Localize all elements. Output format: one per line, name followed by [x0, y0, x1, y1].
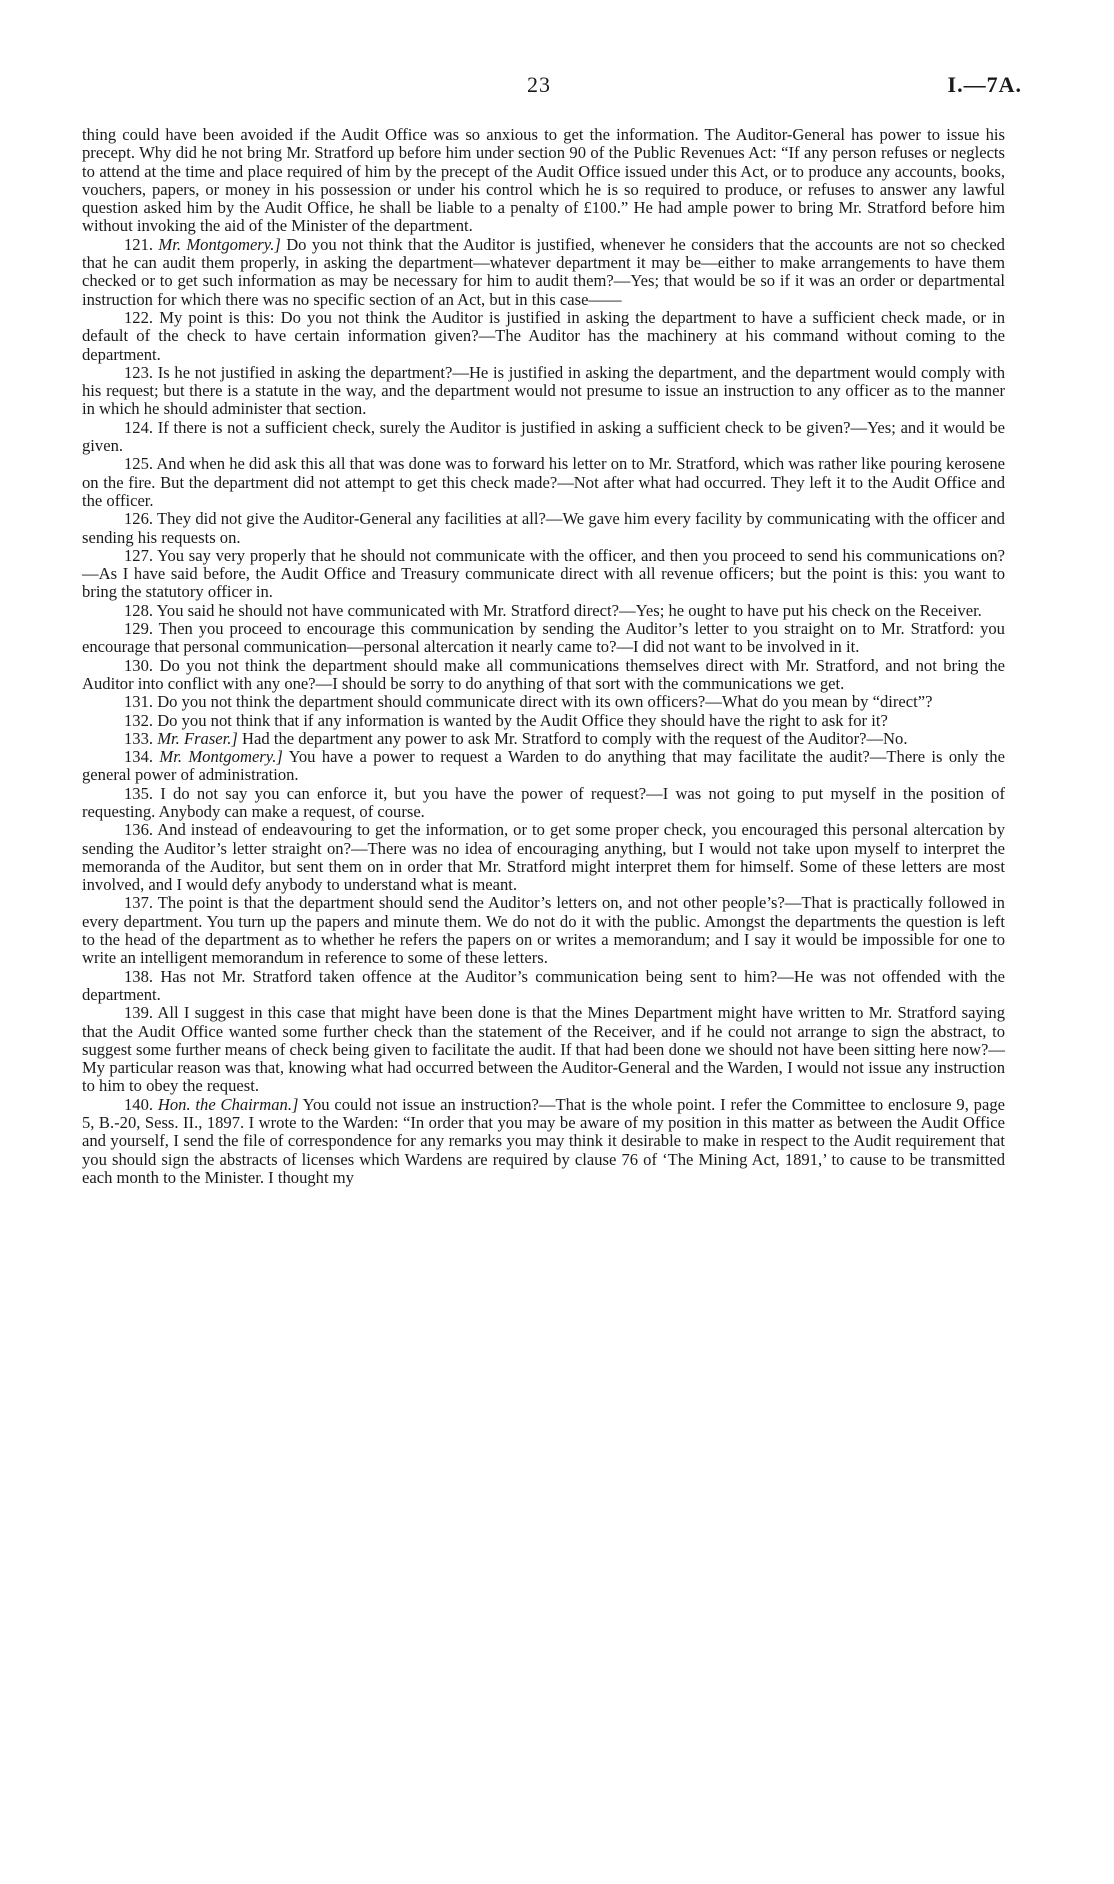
question-number: 132. [124, 710, 154, 730]
question-number: 128. [124, 600, 154, 620]
question-text: I do not say you can enforce it, but you have the power of request?—I was not going to put myself in the position of requesting. Anybody can make a request, of course. [82, 783, 1005, 821]
question-text: And when he did ask this all that was done was to forward his letter on to Mr. Stratford, which was rather like pouring kerosene on the fire. But the department did not attempt to get this check made?—Not after what had occurred. They left it to the Audit Office and the officer. [82, 454, 1005, 510]
question-paragraph [82, 821, 1005, 894]
question-paragraph [82, 602, 1005, 620]
question-text: You say very properly that he should not communicate with the officer, and then you proceed to send his communications on?—As I have said before, the Audit Office and Treasury communicate direct with all revenue officers; but the point is this: you want to bring the statutory officer in. [82, 545, 1005, 602]
question-text: All I suggest in this case that might have been done is that the Mines Department might have written to Mr. Stratford saying that the Audit Office wanted some further check than the statement of the Receiver, and if he could not arrange to sign the abstract, to suggest some further means of check being given to facilitate the audit. If that had been done we should not have been sitting here now?—My particular reason was that, knowing what had occurred between the Auditor-General and the Warden, I would not issue any instruction to him to obey the request. [82, 1003, 1005, 1096]
question-number: 121. [124, 234, 154, 254]
question-paragraph [82, 547, 1005, 602]
speaker-name: Mr. Montgomery.] [159, 747, 283, 767]
paper-reference: I.—7A. [947, 72, 1022, 97]
question-text: Do you not think that if any information is wanted by the Audit Office they should have the right to ask for it? [157, 710, 888, 730]
question-text: The point is that the department should send the Auditor’s letters on, and not other people’s?—That is practically followed in every department. You turn up the papers and minute them. We do not do it with the public. Amongst the departments the question is left to the head of the department as to whether he refers the papers on or writes a memorandum; and I say it would be impossible for one to write an intelligent memorandum in reference to some of these letters. [82, 893, 1005, 968]
question-paragraph [82, 309, 1005, 364]
question-text: You said he should not have communicated with Mr. Stratford direct?—Yes; he ought to have put his check on the Receiver. [156, 600, 982, 620]
question-text: Has not Mr. Stratford taken offence at the Auditor’s communication being sent to him?—He was not offended with the department. [82, 966, 1005, 1004]
question-text: Do you not think the department should communicate direct with its own officers?—What do you mean by “direct”? [157, 692, 933, 712]
question-text: You could not issue an instruction?—That is the whole point. I refer the Committee to enclosure 9, page 5, B.-20, Sess. II., 1897. I wrote to the Warden: “In order that you may be aware of my position in this matter as between the Audit Office and yourself, I send the file of correspondence for any remarks you may think it desirable to make in respect to the Audit requirement that you should sign the abstracts of licenses which Wardens are required by clause 76 of ‘The Mining Act, 1891,’ to cause to be transmitted each month to the Minister. I thought my [82, 1094, 1005, 1187]
question-paragraph [82, 455, 1005, 510]
opening-paragraph: thing could have been avoided if the Audit Office was so anxious to get the information. The Auditor-General has power to issue his precept. Why did he not bring Mr. Stratford up before him under section 90 of the Public Revenues Act: “If any person refuses or neglects to attend at the time and place required of him by the precept of the Audit Office issued under this Act, or to produce any accounts, books, vouchers, papers, or money in his possession or under his control which he is so required to produce, or refuses to answer any lawful question asked him by the Audit Office, he shall be liable to a penalty of £100.” He had ample power to bring Mr. Stratford before him without invoking the aid of the Minister of the department. [82, 125, 1005, 236]
question-text: And instead of endeavouring to get the information, or to get some proper check, you encouraged this personal altercation by sending the Auditor’s letter straight on?—There was no idea of encouraging anything, but I would not take upon myself to interpret the memoranda of the Auditor, but sent them on in order that Mr. Stratford might interpret them for himself. Some of these letters are most involved, and I would defy anybody to understand what is meant. [82, 820, 1005, 895]
question-number: 131. [124, 692, 154, 712]
question-paragraph [82, 657, 1005, 694]
body-text [82, 126, 1005, 1187]
question-paragraph [82, 236, 1005, 309]
page-number: 23 [527, 72, 551, 97]
question-paragraph [82, 510, 1005, 547]
question-number: 133. [124, 728, 154, 748]
question-paragraph [82, 693, 1005, 711]
speaker-name: Mr. Montgomery.] [158, 234, 281, 254]
question-number: 123. [124, 362, 154, 382]
speaker-name: Hon. the Chairman.] [157, 1094, 299, 1114]
question-number: 137. [124, 893, 154, 913]
question-text: If there is not a sufficient check, surely the Auditor is justified in asking a sufficient check to be given?—Yes; and it would be given. [82, 417, 1005, 456]
question-number: 129. [124, 619, 154, 639]
question-text: They did not give the Auditor-General any facilities at all?—We gave him every facility by communicating with the officer and sending his requests on. [82, 509, 1005, 547]
question-paragraph [82, 620, 1005, 657]
question-text: Is he not justified in asking the department?—He is justified in asking the department, and the department would comply with his request; but there is a statute in the way, and the department would not presume to issue an instruction to any officer as to the manner in which he should administer that section. [82, 362, 1006, 419]
speaker-name: Mr. Fraser.] [157, 728, 238, 748]
question-number: 135. [124, 783, 154, 803]
question-paragraph [82, 1096, 1005, 1187]
question-number: 127. [124, 545, 154, 565]
question-text: Do you not think that the Auditor is justified, whenever he considers that the accounts are not so checked that he can audit them properly, in asking the department—whatever department it may be—either to make arrangements to have them checked or to get such information as may be necessary for him to audit them?—Yes; that would be so if it was an order or departmental instruction for which there was no specific section of an Act, but in this case—— [82, 234, 1005, 309]
question-number: 138. [124, 966, 154, 986]
question-paragraph [82, 968, 1005, 1005]
question-text: Do you not think the department should make all communications themselves direct with Mr. Stratford, and not bring the Auditor into conflict with any one?—I should be sorry to do anything of that sort with the communications we get. [82, 655, 1005, 693]
question-paragraph [82, 748, 1005, 785]
question-number: 136. [124, 820, 154, 840]
question-number: 122. [124, 307, 154, 327]
question-paragraph [82, 419, 1005, 456]
question-text: Then you proceed to encourage this communication by sending the Auditor’s letter to you straight on to Mr. Stratford: you encourage that personal communication—personal altercation it nearly came to?—I did not want to be involved in it. [82, 619, 1005, 657]
question-number: 124. [124, 417, 154, 437]
question-text: Had the department any power to ask Mr. Stratford to comply with the request of the Auditor?—No. [242, 728, 908, 748]
question-paragraph [82, 364, 1005, 419]
question-paragraph [82, 730, 1005, 748]
question-paragraph [82, 712, 1005, 730]
question-number: 139. [124, 1003, 154, 1023]
question-paragraph [82, 785, 1005, 822]
question-paragraph [82, 1004, 1005, 1095]
question-text: You have a power to request a Warden to do anything that may facilitate the audit?—There is only the general power of administration. [82, 747, 1005, 785]
question-number: 126. [124, 509, 154, 529]
question-number: 134. [124, 747, 154, 767]
question-text: My point is this: Do you not think the Auditor is justified in asking the department to have a sufficient check made, or in default of the check to have certain information given?—The Auditor has the machinery at his command without coming to the department. [82, 307, 1005, 364]
question-number: 125. [124, 454, 154, 474]
question-number: 130. [124, 655, 154, 675]
question-paragraph [82, 894, 1005, 967]
page-header [0, 72, 1114, 108]
question-number: 140. [124, 1094, 154, 1114]
